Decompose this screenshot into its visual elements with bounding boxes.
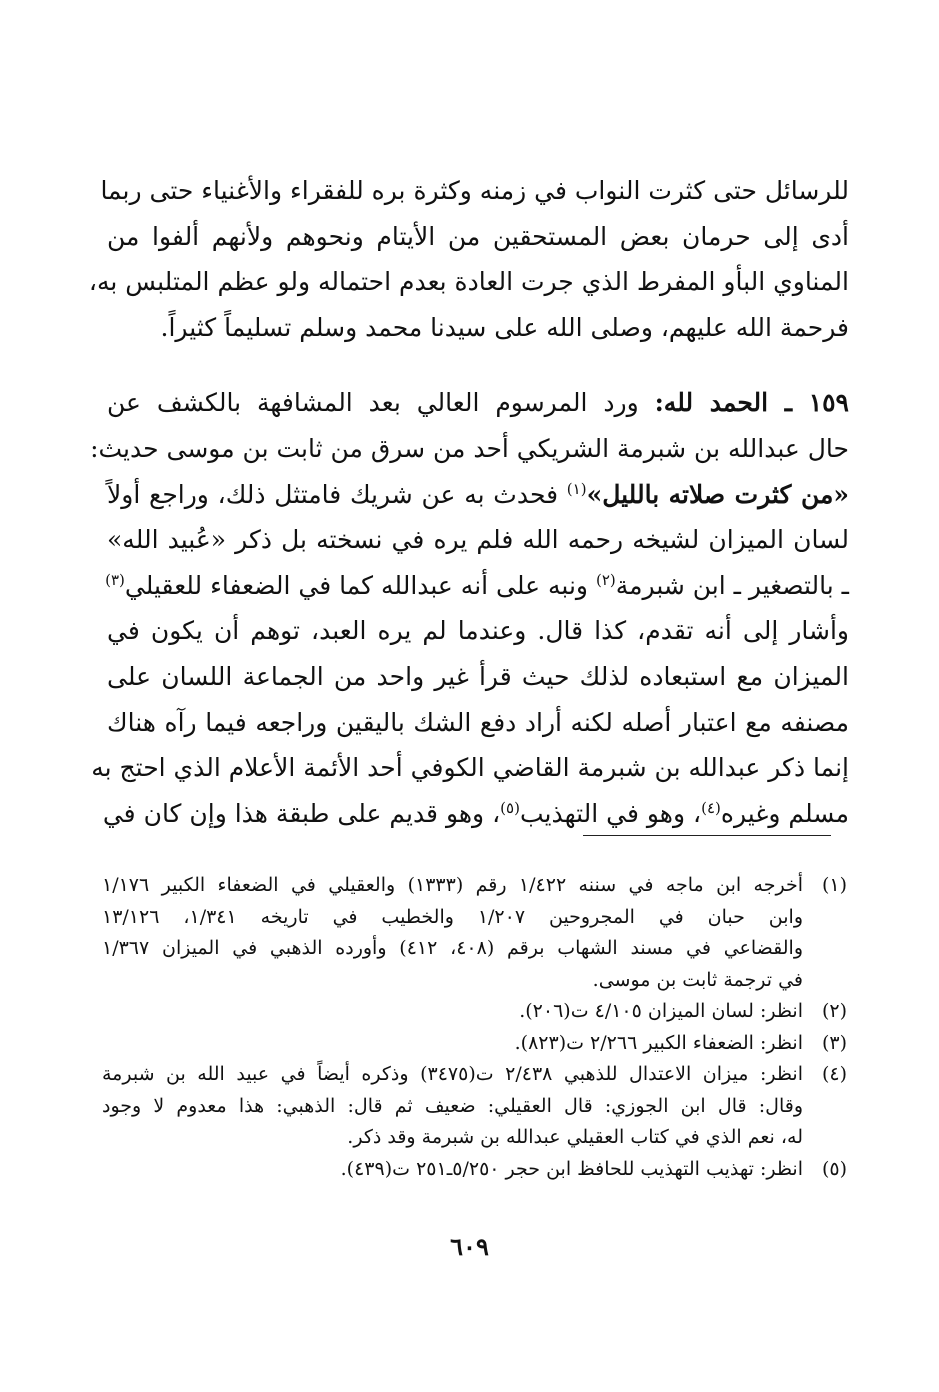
- footnote-divider: [583, 835, 831, 836]
- paragraph-1: [88, 168, 849, 350]
- footnote-line: له، نعم الذي في كتاب العقيلي عبدالله بن شبرمة وقد ذكر.: [347, 1126, 803, 1148]
- text-span: ونبه على أنه عبدالله كما في الضعفاء للعقيلي: [124, 570, 596, 600]
- text-line: مصنفه مع اعتبار أصله لكنه أراد دفع الشك باليقين وراجعه فيما رآه هناك: [107, 707, 849, 737]
- footnote-line: انظر: تهذيب التهذيب للحافظ ابن حجر ٥/٢٥٠ـ٢٥١ ت(٤٣٩).: [340, 1157, 803, 1180]
- footnote-number: (٥): [821, 1157, 847, 1180]
- footnote-line: انظر: لسان الميزان ٤/١٠٥ ت(٢٠٦).: [519, 1000, 803, 1022]
- text-span: ـ بالتصغير ـ ابن شبرمة: [615, 570, 849, 600]
- footnote-number: (١): [821, 874, 847, 896]
- footnote-line: وقال: قال ابن الجوزي: قال العقيلي: ضعيف ثم قال: الذهبي: هذا معدوم لا وجود: [102, 1094, 803, 1117]
- text-span: ، وهو في التهذيب: [519, 798, 702, 828]
- text-line: [107, 472, 849, 518]
- entry-number: ١٥٩ ـ الحمد لله:: [654, 388, 849, 418]
- text-line: لسان الميزان لشيخه رحمه الله فلم يره في نسخته بل ذكر «عُبيد الله»: [107, 525, 849, 555]
- footnote-text: [102, 1059, 803, 1154]
- footnote-line: انظر: ميزان الاعتدال للذهبي ٢/٤٣٨ ت(٣٤٧٥) وذكره أيضاً في عبيد الله بن شبرمة: [102, 1063, 803, 1085]
- footnote-ref-3: (٣): [105, 570, 125, 589]
- text-line: [107, 380, 849, 426]
- footnote-ref-4: (٤): [701, 798, 721, 817]
- text-line: حال عبدالله بن شبرمة الشريكي أحد من سرق من ثابت بن موسى حديث:: [90, 433, 849, 463]
- footnote-text: [102, 1154, 803, 1186]
- text-line: [107, 563, 849, 609]
- footnote-5: [102, 1154, 847, 1186]
- footnote-line: في ترجمة ثابت بن موسى.: [592, 968, 803, 991]
- footnote-3: [102, 1028, 847, 1060]
- hadith-quote: «من كثرت صلاته بالليل»: [586, 479, 849, 509]
- footnote-number: (٤): [821, 1063, 847, 1085]
- footnote-line: انظر: الضعفاء الكبير ٢/٢٦٦ ت(٨٢٣).: [514, 1031, 803, 1054]
- text-span: فحدث به عن شريك فامتثل ذلك، وراجع أولاً: [107, 479, 567, 509]
- text-line: الميزان مع استبعاده لذلك حيث قرأ غير واحد من الجماعة اللسان على: [107, 661, 849, 691]
- text-line: أدى إلى حرمان بعض المستحقين من الأيتام ونحوهم ولأنهم ألفوا من: [107, 221, 849, 251]
- footnote-line: وابن حبان في المجروحين ١/٢٠٧ والخطيب في تاريخه ١/٣٤١، ١٣/١٢٦: [102, 905, 804, 928]
- text-line: وأشار إلى أنه تقدم، كذا قال. وعندما لم يره العبد، توهم أن يكون في: [107, 616, 849, 646]
- page-number: ٦٠٩: [450, 1232, 489, 1261]
- text-line: إنما ذكر عبدالله بن شبرمة القاضي الكوفي أحد الأئمة الأعلام الذي احتج به: [91, 753, 849, 783]
- footnote-text: [102, 996, 803, 1028]
- footnote-2: [102, 996, 847, 1028]
- text-span: مسلم وغيره: [720, 798, 849, 828]
- footnotes: [102, 870, 847, 1185]
- text-line: المناوي البأو المفرط الذي جرت العادة بعدم احتماله ولو عظم المتلبس به،: [88, 267, 849, 297]
- text-span: ورد المرسوم العالي بعد المشافهة بالكشف عن: [107, 388, 655, 418]
- text-line: للرسائل حتى كثرت النواب في زمنه وكثرة بره للفقراء والأغنياء حتى ربما: [100, 176, 849, 205]
- text-line: فرحمة الله عليهم، وصلى الله على سيدنا محمد وسلم تسليماً كثيراً.: [160, 312, 849, 342]
- footnote-text: [102, 1028, 803, 1060]
- footnote-number: (٢): [821, 1000, 847, 1022]
- text-line: [102, 791, 849, 837]
- footnote-line: والقضاعي في مسند الشهاب برقم (٤٠٨، ٤١٢) وأورده الذهبي في الميزان ١/٣٦٧: [102, 937, 803, 959]
- main-text: [88, 168, 849, 836]
- footnote-text: [102, 870, 803, 996]
- footnote-ref-5: (٥): [500, 798, 520, 817]
- footnote-line: أخرجه ابن ماجه في سننه ١/٤٢٢ رقم (١٣٣٣) والعقيلي في الضعفاء الكبير ١/١٧٦: [102, 874, 803, 896]
- text-span: ، وهو قديم على طبقة هذا وإن كان في: [102, 798, 501, 828]
- entry-159: [90, 380, 849, 836]
- footnote-number: (٣): [821, 1031, 847, 1054]
- footnote-4: [102, 1059, 847, 1154]
- footnote-ref-1: (١): [566, 479, 587, 498]
- footnote-1: [102, 870, 847, 996]
- footnote-ref-2: (٢): [595, 570, 616, 589]
